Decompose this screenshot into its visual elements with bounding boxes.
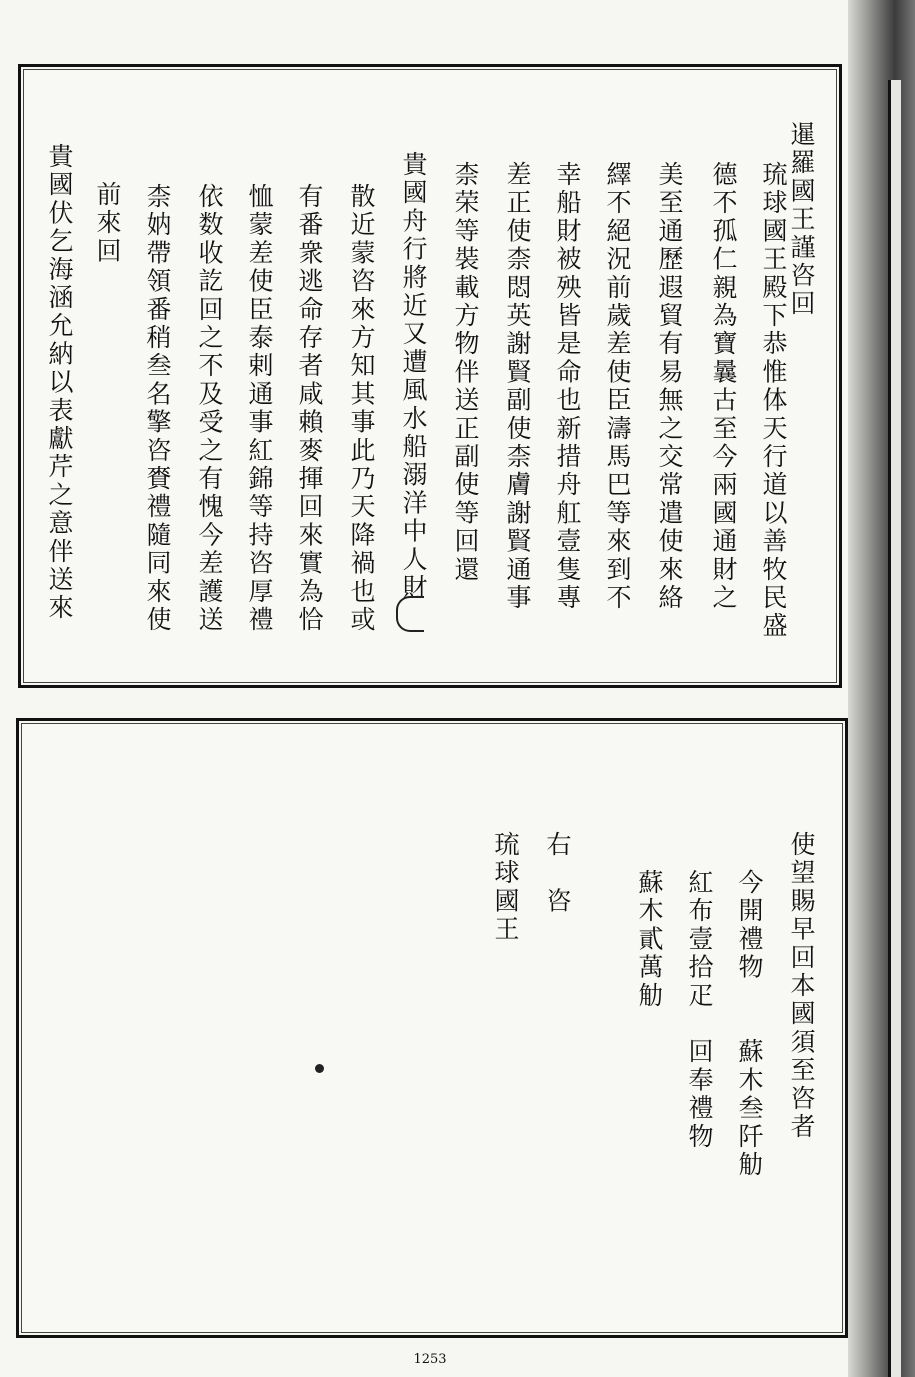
gift-list-column-1: 今開禮物 蘇木叁阡觔 bbox=[735, 869, 764, 1180]
text-column-6: 幸船財被殃皆是命也新措舟舡壹隻專 bbox=[553, 161, 582, 613]
text-column-7: 差正使柰悶英謝賢副使柰膚謝賢通事 bbox=[503, 161, 532, 613]
upper-document-frame bbox=[18, 64, 842, 688]
facing-page-edge bbox=[888, 80, 901, 1377]
correction-bracket-mark bbox=[396, 596, 424, 632]
text-column-12: 恤蒙差使臣泰剌通事紅錦等持咨厚禮 bbox=[245, 183, 274, 635]
text-column-11: 有番衆逃命存者咸賴麥揮回來實為恰 bbox=[295, 183, 324, 635]
text-column-10: 散近蒙咨來方知其事此乃天降禍也或 bbox=[347, 183, 376, 635]
text-column-14: 柰妠帶領番稍叁名擎咨賚禮隨同來使 bbox=[143, 183, 172, 635]
ink-speck bbox=[315, 1064, 324, 1073]
gift-list-column-3: 蘇木貳萬觔 bbox=[635, 869, 664, 1010]
text-column-5: 繹不絕況前歲差使臣濤馬巴等來到不 bbox=[603, 161, 632, 613]
gift-list-column-2: 紅布壹拾疋 回奉禮物 bbox=[685, 869, 714, 1151]
text-column-4: 美至通歷遐貿有易無之交常遣使來絡 bbox=[655, 161, 684, 613]
closing-column-1: 使望賜早回本國須至咨者 bbox=[787, 831, 816, 1142]
text-column-3: 德不孤仁親為寶曩古至今兩國通財之 bbox=[709, 161, 738, 613]
text-column-13: 依数收訖回之不及受之有愧今差護送 bbox=[195, 183, 224, 635]
page-number: 1253 bbox=[413, 1352, 447, 1367]
lower-document-frame bbox=[16, 718, 848, 1338]
text-column-1: 暹羅國王謹咨回 bbox=[787, 121, 816, 319]
addressee-name: 琉球國王 bbox=[491, 831, 520, 944]
text-column-8: 柰荣等裝載方物伴送正副使等回還 bbox=[451, 161, 480, 584]
text-column-16: 貴國伏乞海涵允納以表獻芹之意伴送來 bbox=[45, 143, 74, 623]
addressee-marker: 右 咨 bbox=[543, 831, 572, 916]
text-column-2: 琉球國王殿下恭惟体天行道以善牧民盛 bbox=[759, 161, 788, 641]
text-column-9: 貴國舟行將近又遭風水船溺洋中人財 bbox=[399, 151, 428, 603]
book-binding-shadow bbox=[848, 0, 915, 1377]
text-column-15: 前來回 bbox=[93, 181, 122, 266]
